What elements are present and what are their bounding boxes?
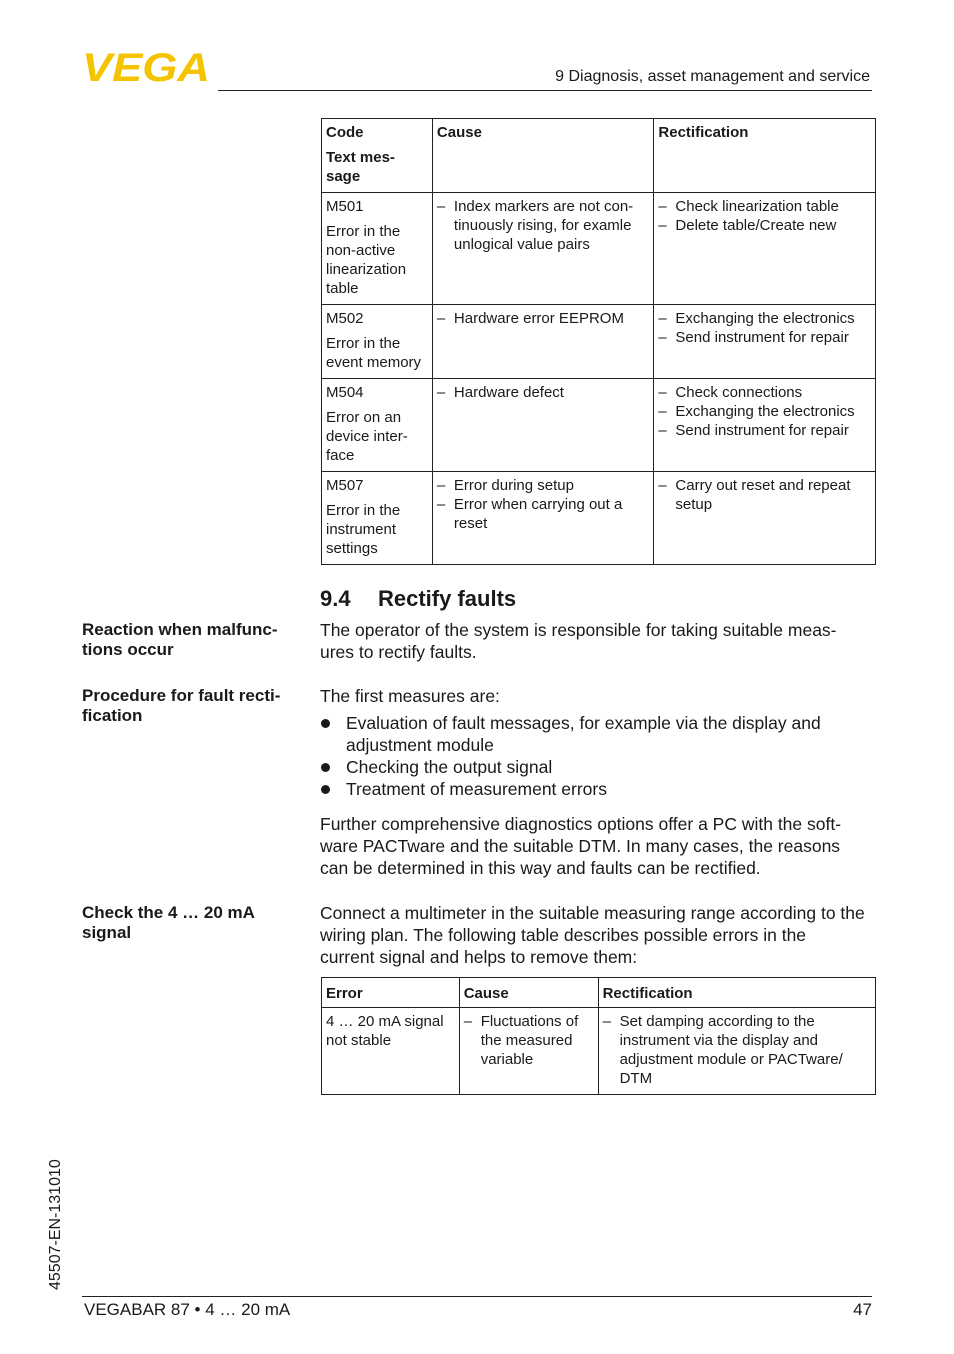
svg-text:VEGA: VEGA [82,50,210,84]
fault-code-table [321,118,876,565]
list-item [320,712,865,756]
cause-cell [432,379,654,472]
fault-code: M501 [326,198,364,215]
bullet-icon [321,785,330,794]
list-item-text: Treatment of measurement errors [346,779,607,799]
header-code-cell [322,119,433,193]
side-label-check-signal: Check the 4 … 20 mA signal [82,903,255,942]
list-item-text: Checking the output signal [346,757,553,777]
cause-item: – Error during setup [437,476,650,495]
rectification-item: – Check linearization table [658,197,871,216]
list-item [320,756,865,778]
table-header-row [322,119,876,193]
code-cell [322,379,433,472]
table-row [322,379,876,472]
table-row [322,1008,876,1095]
cause-cell [432,193,654,305]
error-cell: 4 … 20 mA signal not stable [322,1008,460,1095]
footer-divider [82,1296,872,1297]
cause-item: – Hardware error EEPROM [437,309,650,328]
fault-message: Error in the event memory [326,335,422,371]
paragraph-further: Further comprehensive diagnostics options offer a PC with the soft- ware PACTware and the suitable DTM. In many cases, the reasons can be determined in this way and faults can be rectified. [320,814,842,878]
fault-message: Error in the instrument settings [326,502,401,557]
rectification-item: – Check connections [658,383,871,402]
header-text-message: Text mes- sage [326,149,395,185]
section-title: Rectify faults [378,586,517,611]
side-label-reaction: Reaction when malfunc- tions occur [82,620,278,659]
code-cell [322,193,433,305]
code-cell [322,472,433,565]
section-heading [320,586,516,612]
rectification-cell [654,472,876,565]
footer-product: VEGABAR 87 • 4 … 20 mA [84,1300,291,1319]
cause-item: – Fluctuations of the measured variable [464,1012,594,1069]
rectification-cell [654,305,876,379]
rectification-item: – Exchanging the electronics [658,309,871,328]
fault-code: M504 [326,384,364,401]
cause-cell [459,1008,598,1095]
paragraph-first-measures: The first measures are: [320,686,500,706]
cause-item: – Index markers are not con- tinuously rising, for examle unlogical value pairs [437,197,650,254]
fault-code: M507 [326,477,364,494]
table-row [322,193,876,305]
cause-cell [432,472,654,565]
page-number: 47 [853,1300,872,1319]
rectification-cell [654,193,876,305]
header-cause: Cause [432,119,654,193]
header-code: Code [326,124,364,141]
header-section-title: 9 Diagnosis, asset management and service [555,68,870,85]
fault-message: Error on an device inter- face [326,409,408,464]
fault-message: Error in the non-active linearization table [326,223,407,297]
rectification-item: – Delete table/Create new [658,216,871,235]
rectification-item: – Exchanging the electronics [658,402,871,421]
document-id: 45507-EN-131010 [47,1159,64,1290]
cause-cell [432,305,654,379]
rectification-item: – Send instrument for repair [658,328,871,347]
vega-logo [82,50,212,84]
measures-list [320,712,865,800]
paragraph-multimeter: Connect a multimeter in the suitable measuring range according to the wiring plan. The following table describes possible errors in the current signal and helps to remove them: [320,903,865,967]
header-rectification: Rectification [598,978,875,1008]
header-error: Error [322,978,460,1008]
header-cause: Cause [459,978,598,1008]
bullet-icon [321,719,330,728]
rectification-cell [598,1008,875,1095]
paragraph-reaction: The operator of the system is responsible for taking suitable meas- ures to rectify faults. [320,620,837,662]
code-cell [322,305,433,379]
rectification-item: – Carry out reset and repeat setup [658,476,871,514]
list-item [320,778,865,800]
table-row [322,472,876,565]
side-label-procedure: Procedure for fault recti- fication [82,686,281,725]
table-header-row [322,978,876,1008]
header-rectification: Rectification [654,119,876,193]
bullet-icon [321,763,330,772]
cause-item: – Error when carrying out a reset [437,495,650,533]
fault-code: M502 [326,310,364,327]
cause-item: – Hardware defect [437,383,650,402]
header-divider [218,90,872,91]
list-item-text: Evaluation of fault messages, for example via the display and adjustment module [346,713,821,755]
rectification-cell [654,379,876,472]
table-row [322,305,876,379]
rectification-item: – Set damping according to the instrument via the display and adjustment module or PACTware/ DTM [603,1012,871,1088]
signal-error-table [321,977,876,1095]
rectification-item: – Send instrument for repair [658,421,871,440]
section-number: 9.4 [320,586,351,611]
